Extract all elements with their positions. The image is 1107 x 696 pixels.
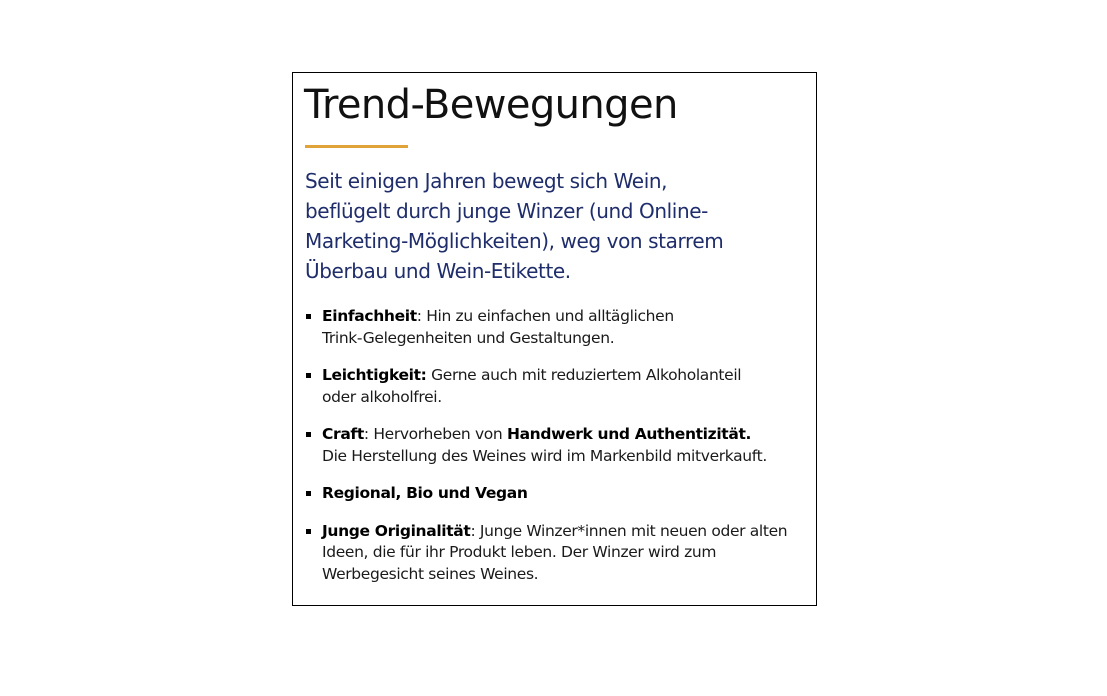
bullet-line: Ideen, die für ihr Produkt leben. Der Winzer wird zum xyxy=(322,543,717,561)
bullet-marker-icon xyxy=(306,314,311,319)
bullet-marker-icon xyxy=(306,529,311,534)
bullet-marker-icon xyxy=(306,432,311,437)
bullet-text: Gerne auch mit reduziertem Alkoholanteil xyxy=(426,366,742,384)
bullet-text: : Hin zu einfachen und alltäglichen xyxy=(416,307,674,325)
bullet-text: : Junge Winzer*innen mit neuen oder alten xyxy=(470,521,788,540)
title-underline xyxy=(305,145,408,148)
bullet-term: Junge Originalität xyxy=(322,521,471,540)
bullet-marker-icon xyxy=(306,491,311,496)
intro-line: Marketing-Möglichkeiten), weg von starrem xyxy=(305,229,724,253)
bullet-line: oder alkoholfrei. xyxy=(322,387,442,406)
bullet-line: Werbegesicht seines Weines. xyxy=(322,564,539,583)
bullet-junge-originalitaet xyxy=(305,521,815,586)
bullet-craft xyxy=(305,424,815,467)
bullet-list xyxy=(305,306,815,601)
intro-line: Überbau und Wein-Etikette. xyxy=(305,259,571,283)
intro-line: beflügelt durch junge Winzer (und Online- xyxy=(305,199,708,223)
intro-line: Seit einigen Jahren bewegt sich Wein, xyxy=(305,169,668,193)
slide-title: Trend-Bewegungen xyxy=(304,82,678,128)
bullet-term: Craft xyxy=(322,425,364,443)
bullet-line xyxy=(322,365,815,387)
bullet-text: : Hervorheben von xyxy=(363,425,507,443)
bullet-leichtigkeit xyxy=(305,365,815,408)
bullet-marker-icon xyxy=(306,373,311,378)
bullet-einfachheit xyxy=(305,306,815,349)
slide xyxy=(292,72,817,606)
bullet-line: Trink-Gelegenheiten und Gestaltungen. xyxy=(322,328,615,347)
bullet-emphasis: Handwerk und Authentizität. xyxy=(506,425,752,443)
bullet-line xyxy=(322,483,815,505)
bullet-line xyxy=(322,521,815,543)
bullet-line: Die Herstellung des Weines wird im Markenbild mitverkauft. xyxy=(322,446,767,465)
bullet-term: Einfachheit xyxy=(322,307,417,325)
bullet-line xyxy=(322,306,815,328)
bullet-term: Leichtigkeit: xyxy=(322,366,427,384)
bullet-line xyxy=(322,424,815,446)
bullet-term: Regional, Bio und Vegan xyxy=(322,484,528,502)
bullet-regional xyxy=(305,483,815,505)
intro-paragraph xyxy=(305,166,805,286)
